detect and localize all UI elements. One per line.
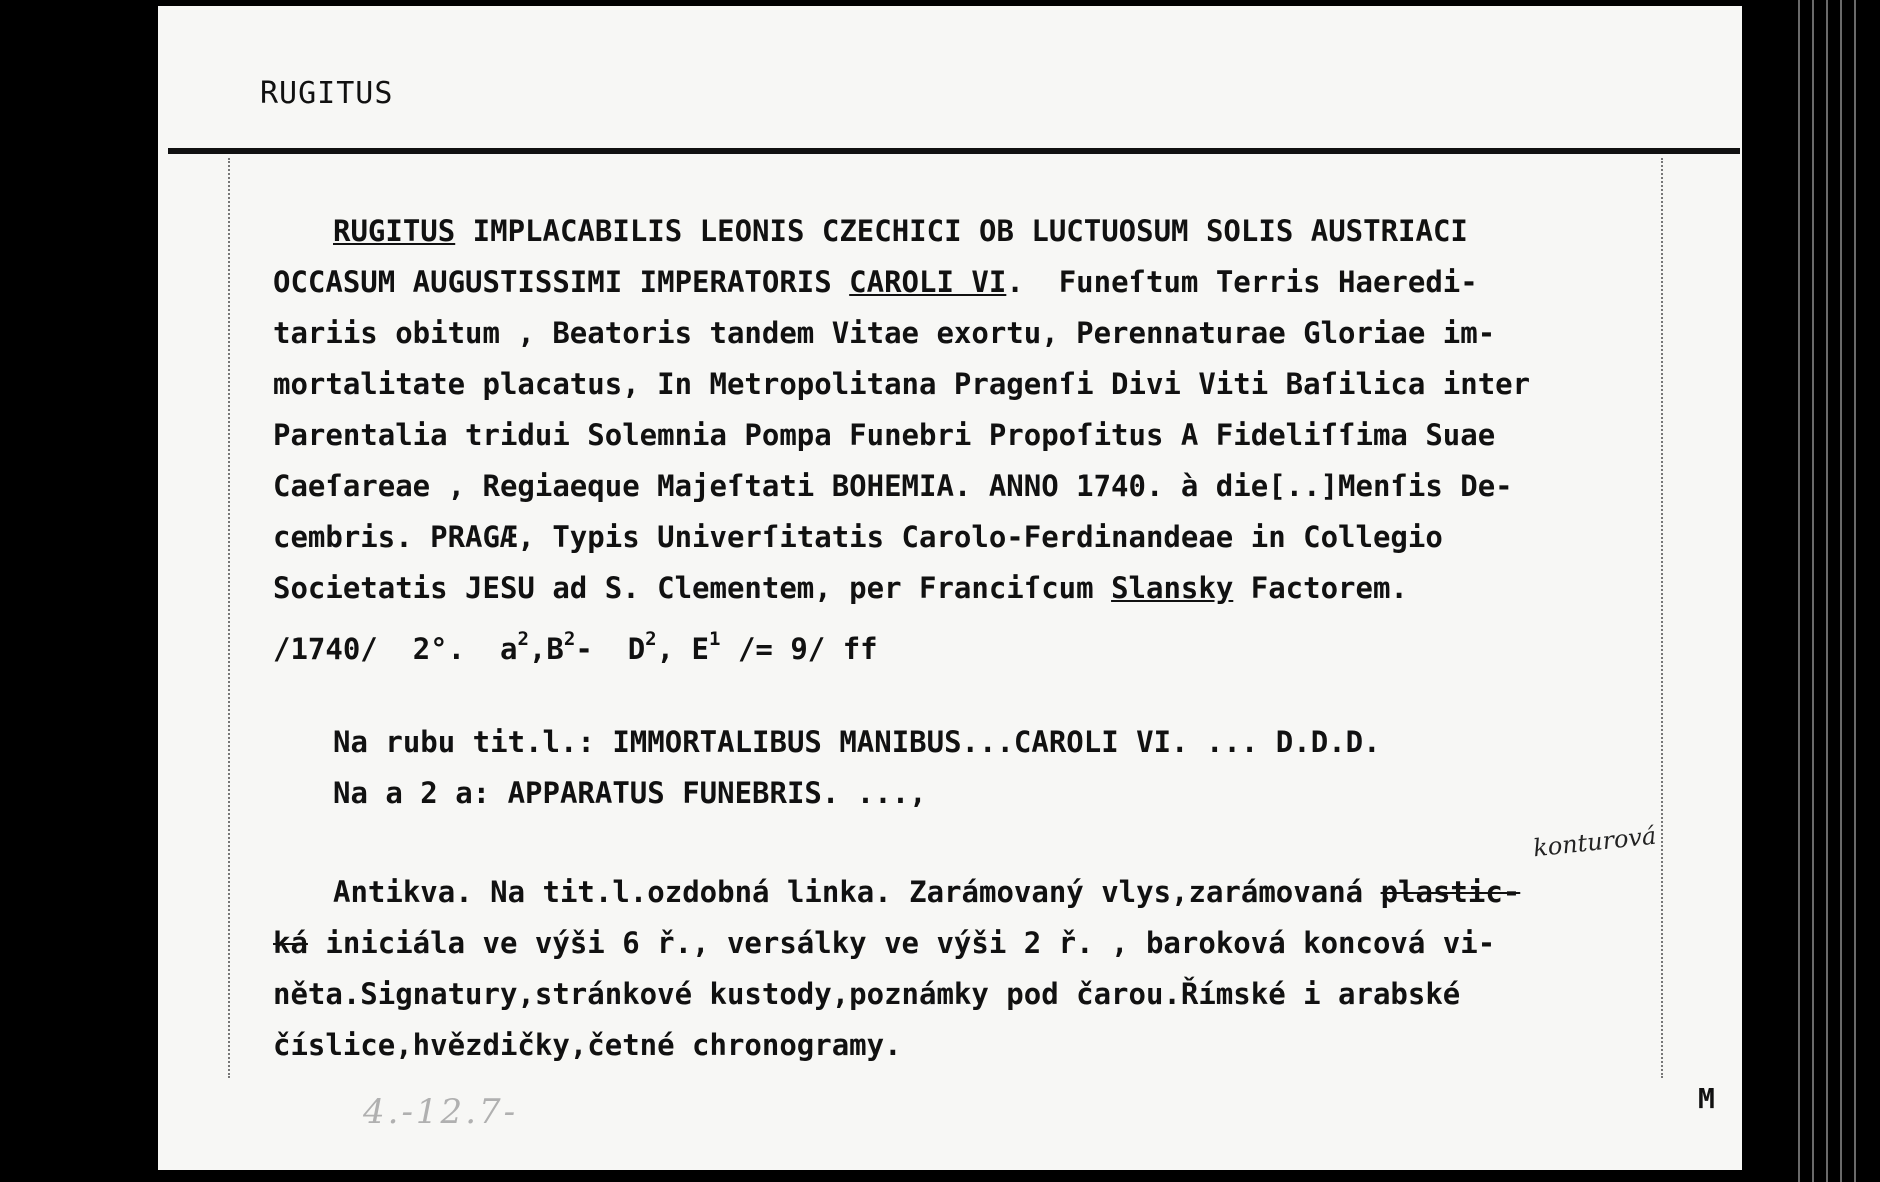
pencil-mark: 4.-12.7-: [363, 1092, 519, 1132]
card-body: [273, 206, 1693, 1071]
title-line-3: tariis obitum , Beatoris tandem Vitae exortu, Perennaturae Gloriae im-: [273, 316, 1496, 350]
catalog-card: [158, 6, 1742, 1170]
printer-name: Slansky: [1111, 571, 1234, 605]
note-line-2: Na a 2 a: APPARATUS FUNEBRIS. ...,: [333, 776, 927, 810]
description-line-3: něta.Signatury,stránkové kustody,poznámky pod čarou.Římské i arabské: [273, 977, 1461, 1011]
collation-line: /1740/ 2°. $a^2,B^2-$ $D^2$, $E^1 /= 9/$ ff: [273, 628, 878, 666]
description-line-4: číslice,hvězdičky,četné chronogramy.: [273, 1028, 902, 1062]
description-line-1: Antikva. Na tit.l.ozdobná linka. Zarámovaný vlys,zarámovaná plastic-: [333, 875, 1521, 909]
corner-letter: M: [1698, 1082, 1715, 1115]
note-line-1: Na rubu tit.l.: IMMORTALIBUS MANIBUS...CAROLI VI. ... D.D.D.: [333, 725, 1381, 759]
description-line-2: ká iniciála ve výši 6 ř., versálky ve výši 2 ř. , baroková koncová vi-: [273, 926, 1496, 960]
title-line-4: mortalitate placatus, In Metropolitana Pragenſi Divi Viti Baſilica inter: [273, 367, 1531, 401]
scan-edge-lines: [1792, 0, 1862, 1182]
title-line-8: Societatis JESU ad S. Clementem, per Franciſcum Slansky Factorem.: [273, 571, 1408, 605]
card-heading: RUGITUS: [260, 76, 394, 111]
struck-word: plastic-: [1380, 875, 1521, 909]
handwritten-correction: konturová: [1531, 821, 1658, 863]
title-line-2: OCCASUM AUGUSTISSIMI IMPERATORIS CAROLI VI. Funeſtum Terris Haeredi-: [273, 265, 1478, 299]
title-line-7: cembris. PRAGÆ, Typis Univerſitatis Carolo-Ferdinandeae in Collegio: [273, 520, 1443, 554]
heading-rule: [168, 148, 1740, 154]
emperor-name: CAROLI VI: [849, 265, 1007, 299]
title-line-5: Parentalia tridui Solemnia Pompa Funebri Propoſitus A Fideliſſima Suae: [273, 418, 1496, 452]
title-keyword: RUGITUS: [333, 214, 456, 248]
title-line-6: Caeſareae , Regiaeque Majeſtati BOHEMIA. ANNO 1740. à die[..]Menſis De-: [273, 469, 1513, 503]
left-margin-line: [228, 158, 230, 1078]
title-line-1: RUGITUS IMPLACABILIS LEONIS CZECHICI OB LUCTUOSUM SOLIS AUSTRIACI: [333, 214, 1468, 248]
